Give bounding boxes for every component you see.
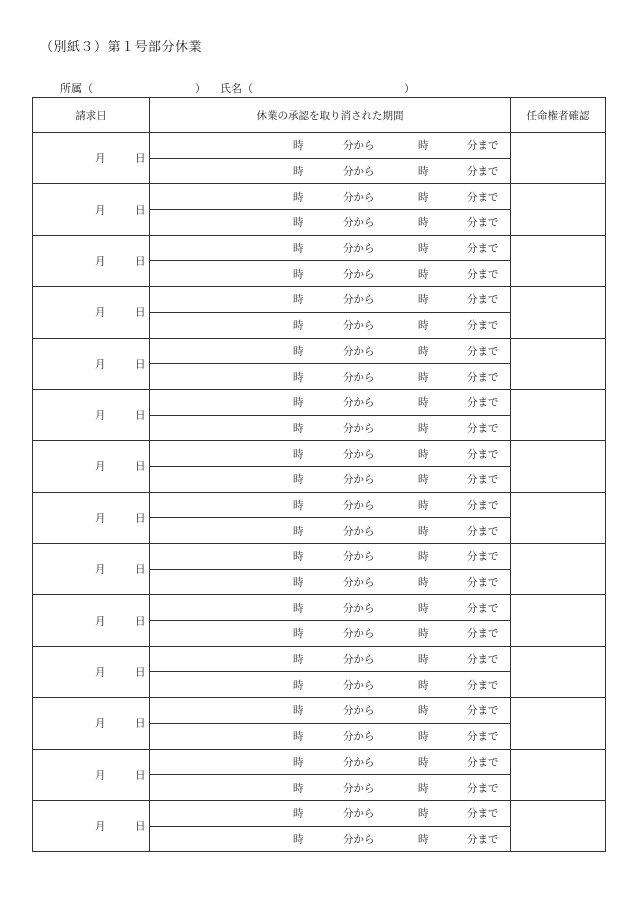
day-label: 日	[135, 255, 146, 268]
to-minute-label: 分まで	[467, 730, 499, 743]
from-minute-label: 分から	[343, 191, 375, 204]
from-minute-label: 分から	[343, 216, 375, 229]
month-label: 月	[95, 460, 106, 473]
from-hour-label: 時	[293, 345, 304, 358]
from-hour-label: 時	[293, 191, 304, 204]
to-minute-label: 分まで	[467, 576, 499, 589]
confirm-cell[interactable]	[511, 595, 606, 646]
from-hour-label: 時	[293, 576, 304, 589]
request-date-cell[interactable]	[33, 338, 150, 389]
time-range-cell[interactable]	[150, 621, 511, 647]
time-range-cell[interactable]	[150, 338, 511, 364]
to-minute-label: 分まで	[467, 679, 499, 692]
to-hour-label: 時	[418, 448, 429, 461]
time-range-cell[interactable]	[150, 466, 511, 492]
from-hour-label: 時	[293, 448, 304, 461]
time-range-cell[interactable]	[150, 287, 511, 313]
day-label: 日	[135, 563, 146, 576]
from-hour-label: 時	[293, 756, 304, 769]
from-hour-label: 時	[293, 396, 304, 409]
request-date-cell[interactable]	[33, 800, 150, 851]
month-label: 月	[95, 666, 106, 679]
day-label: 日	[135, 512, 146, 525]
month-label: 月	[95, 512, 106, 525]
table-row	[33, 800, 606, 826]
to-hour-label: 時	[418, 216, 429, 229]
to-minute-label: 分まで	[467, 422, 499, 435]
table-row	[33, 235, 606, 261]
from-minute-label: 分から	[343, 165, 375, 178]
to-hour-label: 時	[418, 679, 429, 692]
from-minute-label: 分から	[343, 448, 375, 461]
from-hour-label: 時	[293, 268, 304, 281]
confirm-cell[interactable]	[511, 133, 606, 184]
confirm-cell[interactable]	[511, 389, 606, 440]
confirm-cell[interactable]	[511, 338, 606, 389]
from-minute-label: 分から	[343, 525, 375, 538]
to-hour-label: 時	[418, 345, 429, 358]
to-minute-label: 分まで	[467, 807, 499, 820]
to-hour-label: 時	[418, 165, 429, 178]
to-hour-label: 時	[418, 833, 429, 846]
from-minute-label: 分から	[343, 730, 375, 743]
from-hour-label: 時	[293, 242, 304, 255]
table-row	[33, 646, 606, 672]
to-hour-label: 時	[418, 268, 429, 281]
from-hour-label: 時	[293, 525, 304, 538]
from-minute-label: 分から	[343, 371, 375, 384]
header-confirm: 任命権者確認	[511, 98, 606, 133]
from-hour-label: 時	[293, 704, 304, 717]
table-row	[33, 184, 606, 210]
month-label: 月	[95, 358, 106, 371]
request-date-cell[interactable]	[33, 595, 150, 646]
table-row	[33, 389, 606, 415]
from-hour-label: 時	[293, 473, 304, 486]
month-label: 月	[95, 409, 106, 422]
time-range-cell[interactable]	[150, 389, 511, 415]
to-hour-label: 時	[418, 807, 429, 820]
time-range-cell[interactable]	[150, 672, 511, 698]
to-hour-label: 時	[418, 525, 429, 538]
from-minute-label: 分から	[343, 602, 375, 615]
table-row	[33, 441, 606, 467]
to-minute-label: 分まで	[467, 268, 499, 281]
time-range-cell[interactable]	[150, 235, 511, 261]
table-row	[33, 492, 606, 518]
to-hour-label: 時	[418, 576, 429, 589]
confirm-cell[interactable]	[511, 800, 606, 851]
from-minute-label: 分から	[343, 396, 375, 409]
request-date-cell[interactable]	[33, 698, 150, 749]
day-label: 日	[135, 409, 146, 422]
confirm-cell[interactable]	[511, 492, 606, 543]
to-hour-label: 時	[418, 602, 429, 615]
table-row	[33, 698, 606, 724]
month-label: 月	[95, 563, 106, 576]
to-minute-label: 分まで	[467, 627, 499, 640]
request-date-cell[interactable]	[33, 544, 150, 595]
from-minute-label: 分から	[343, 422, 375, 435]
time-range-cell[interactable]	[150, 261, 511, 287]
request-date-cell[interactable]	[33, 184, 150, 235]
table-row	[33, 749, 606, 775]
from-minute-label: 分から	[343, 679, 375, 692]
request-date-cell[interactable]	[33, 133, 150, 184]
to-hour-label: 時	[418, 371, 429, 384]
month-label: 月	[95, 717, 106, 730]
to-minute-label: 分まで	[467, 499, 499, 512]
request-date-cell[interactable]	[33, 287, 150, 338]
to-minute-label: 分まで	[467, 396, 499, 409]
time-range-cell[interactable]	[150, 595, 511, 621]
from-hour-label: 時	[293, 139, 304, 152]
day-label: 日	[135, 615, 146, 628]
time-range-cell[interactable]	[150, 569, 511, 595]
to-hour-label: 時	[418, 242, 429, 255]
month-label: 月	[95, 152, 106, 165]
from-hour-label: 時	[293, 499, 304, 512]
affiliation-close: ）	[195, 82, 206, 95]
to-minute-label: 分まで	[467, 191, 499, 204]
to-minute-label: 分まで	[467, 550, 499, 563]
header-request-date: 請求日	[33, 98, 150, 133]
table-row	[33, 287, 606, 313]
confirm-cell[interactable]	[511, 287, 606, 338]
from-minute-label: 分から	[343, 833, 375, 846]
time-range-cell[interactable]	[150, 518, 511, 544]
from-minute-label: 分から	[343, 139, 375, 152]
from-minute-label: 分から	[343, 576, 375, 589]
to-hour-label: 時	[418, 653, 429, 666]
time-range-cell[interactable]	[150, 749, 511, 775]
from-minute-label: 分から	[343, 499, 375, 512]
time-range-cell[interactable]	[150, 441, 511, 467]
to-minute-label: 分まで	[467, 216, 499, 229]
month-label: 月	[95, 615, 106, 628]
time-range-cell[interactable]	[150, 544, 511, 570]
request-date-cell[interactable]	[33, 492, 150, 543]
from-hour-label: 時	[293, 319, 304, 332]
from-minute-label: 分から	[343, 242, 375, 255]
name-close: ）	[404, 82, 415, 95]
confirm-cell[interactable]	[511, 441, 606, 492]
to-hour-label: 時	[418, 704, 429, 717]
from-minute-label: 分から	[343, 319, 375, 332]
from-hour-label: 時	[293, 550, 304, 563]
month-label: 月	[95, 820, 106, 833]
time-range-cell[interactable]	[150, 826, 511, 852]
confirm-cell[interactable]	[511, 646, 606, 697]
month-label: 月	[95, 769, 106, 782]
request-date-cell[interactable]	[33, 389, 150, 440]
day-label: 日	[135, 769, 146, 782]
table-header-row	[33, 98, 606, 133]
month-label: 月	[95, 255, 106, 268]
to-minute-label: 分まで	[467, 833, 499, 846]
from-hour-label: 時	[293, 782, 304, 795]
confirm-cell[interactable]	[511, 544, 606, 595]
from-minute-label: 分から	[343, 345, 375, 358]
from-minute-label: 分から	[343, 782, 375, 795]
to-hour-label: 時	[418, 396, 429, 409]
from-hour-label: 時	[293, 833, 304, 846]
to-hour-label: 時	[418, 550, 429, 563]
to-hour-label: 時	[418, 499, 429, 512]
request-date-cell[interactable]	[33, 235, 150, 286]
to-hour-label: 時	[418, 139, 429, 152]
day-label: 日	[135, 717, 146, 730]
to-minute-label: 分まで	[467, 293, 499, 306]
to-minute-label: 分まで	[467, 165, 499, 178]
time-range-cell[interactable]	[150, 184, 511, 210]
header-period: 休業の承認を取り消された期間	[150, 98, 511, 133]
from-minute-label: 分から	[343, 704, 375, 717]
time-range-cell[interactable]	[150, 415, 511, 441]
to-minute-label: 分まで	[467, 242, 499, 255]
to-hour-label: 時	[418, 319, 429, 332]
request-date-cell[interactable]	[33, 646, 150, 697]
to-minute-label: 分まで	[467, 473, 499, 486]
month-label: 月	[95, 306, 106, 319]
to-minute-label: 分まで	[467, 139, 499, 152]
to-hour-label: 時	[418, 756, 429, 769]
to-hour-label: 時	[418, 422, 429, 435]
confirm-cell[interactable]	[511, 235, 606, 286]
time-range-cell[interactable]	[150, 210, 511, 236]
to-hour-label: 時	[418, 782, 429, 795]
from-hour-label: 時	[293, 627, 304, 640]
from-minute-label: 分から	[343, 293, 375, 306]
to-hour-label: 時	[418, 730, 429, 743]
to-hour-label: 時	[418, 627, 429, 640]
request-date-cell[interactable]	[33, 441, 150, 492]
partial-leave-table	[32, 97, 606, 852]
to-hour-label: 時	[418, 293, 429, 306]
confirm-cell[interactable]	[511, 698, 606, 749]
to-hour-label: 時	[418, 473, 429, 486]
time-range-cell[interactable]	[150, 723, 511, 749]
time-range-cell[interactable]	[150, 158, 511, 184]
table-row	[33, 595, 606, 621]
from-hour-label: 時	[293, 165, 304, 178]
from-minute-label: 分から	[343, 627, 375, 640]
to-minute-label: 分まで	[467, 448, 499, 461]
day-label: 日	[135, 204, 146, 217]
applicant-info	[60, 80, 420, 94]
time-range-cell[interactable]	[150, 364, 511, 390]
day-label: 日	[135, 460, 146, 473]
to-minute-label: 分まで	[467, 602, 499, 615]
table-row	[33, 338, 606, 364]
time-range-cell[interactable]	[150, 800, 511, 826]
to-minute-label: 分まで	[467, 653, 499, 666]
to-minute-label: 分まで	[467, 345, 499, 358]
from-hour-label: 時	[293, 371, 304, 384]
time-range-cell[interactable]	[150, 698, 511, 724]
from-hour-label: 時	[293, 422, 304, 435]
from-minute-label: 分から	[343, 653, 375, 666]
table-row	[33, 133, 606, 159]
day-label: 日	[135, 306, 146, 319]
request-date-cell[interactable]	[33, 749, 150, 800]
to-minute-label: 分まで	[467, 371, 499, 384]
day-label: 日	[135, 666, 146, 679]
to-minute-label: 分まで	[467, 525, 499, 538]
time-range-cell[interactable]	[150, 133, 511, 159]
time-range-cell[interactable]	[150, 492, 511, 518]
from-minute-label: 分から	[343, 268, 375, 281]
from-hour-label: 時	[293, 293, 304, 306]
document-title: （別紙３）第１号部分休業	[40, 40, 203, 55]
time-range-cell[interactable]	[150, 775, 511, 801]
from-minute-label: 分から	[343, 807, 375, 820]
from-minute-label: 分から	[343, 550, 375, 563]
affiliation-label: 所属（	[60, 82, 93, 95]
day-label: 日	[135, 152, 146, 165]
confirm-cell[interactable]	[511, 184, 606, 235]
day-label: 日	[135, 820, 146, 833]
from-hour-label: 時	[293, 730, 304, 743]
month-label: 月	[95, 204, 106, 217]
to-minute-label: 分まで	[467, 319, 499, 332]
from-hour-label: 時	[293, 679, 304, 692]
name-label: 氏名（	[220, 82, 253, 95]
from-hour-label: 時	[293, 653, 304, 666]
day-label: 日	[135, 358, 146, 371]
confirm-cell[interactable]	[511, 749, 606, 800]
from-minute-label: 分から	[343, 473, 375, 486]
to-minute-label: 分まで	[467, 756, 499, 769]
from-hour-label: 時	[293, 602, 304, 615]
to-hour-label: 時	[418, 191, 429, 204]
table-row	[33, 544, 606, 570]
from-hour-label: 時	[293, 807, 304, 820]
to-minute-label: 分まで	[467, 782, 499, 795]
time-range-cell[interactable]	[150, 646, 511, 672]
to-minute-label: 分まで	[467, 704, 499, 717]
from-hour-label: 時	[293, 216, 304, 229]
time-range-cell[interactable]	[150, 312, 511, 338]
from-minute-label: 分から	[343, 756, 375, 769]
